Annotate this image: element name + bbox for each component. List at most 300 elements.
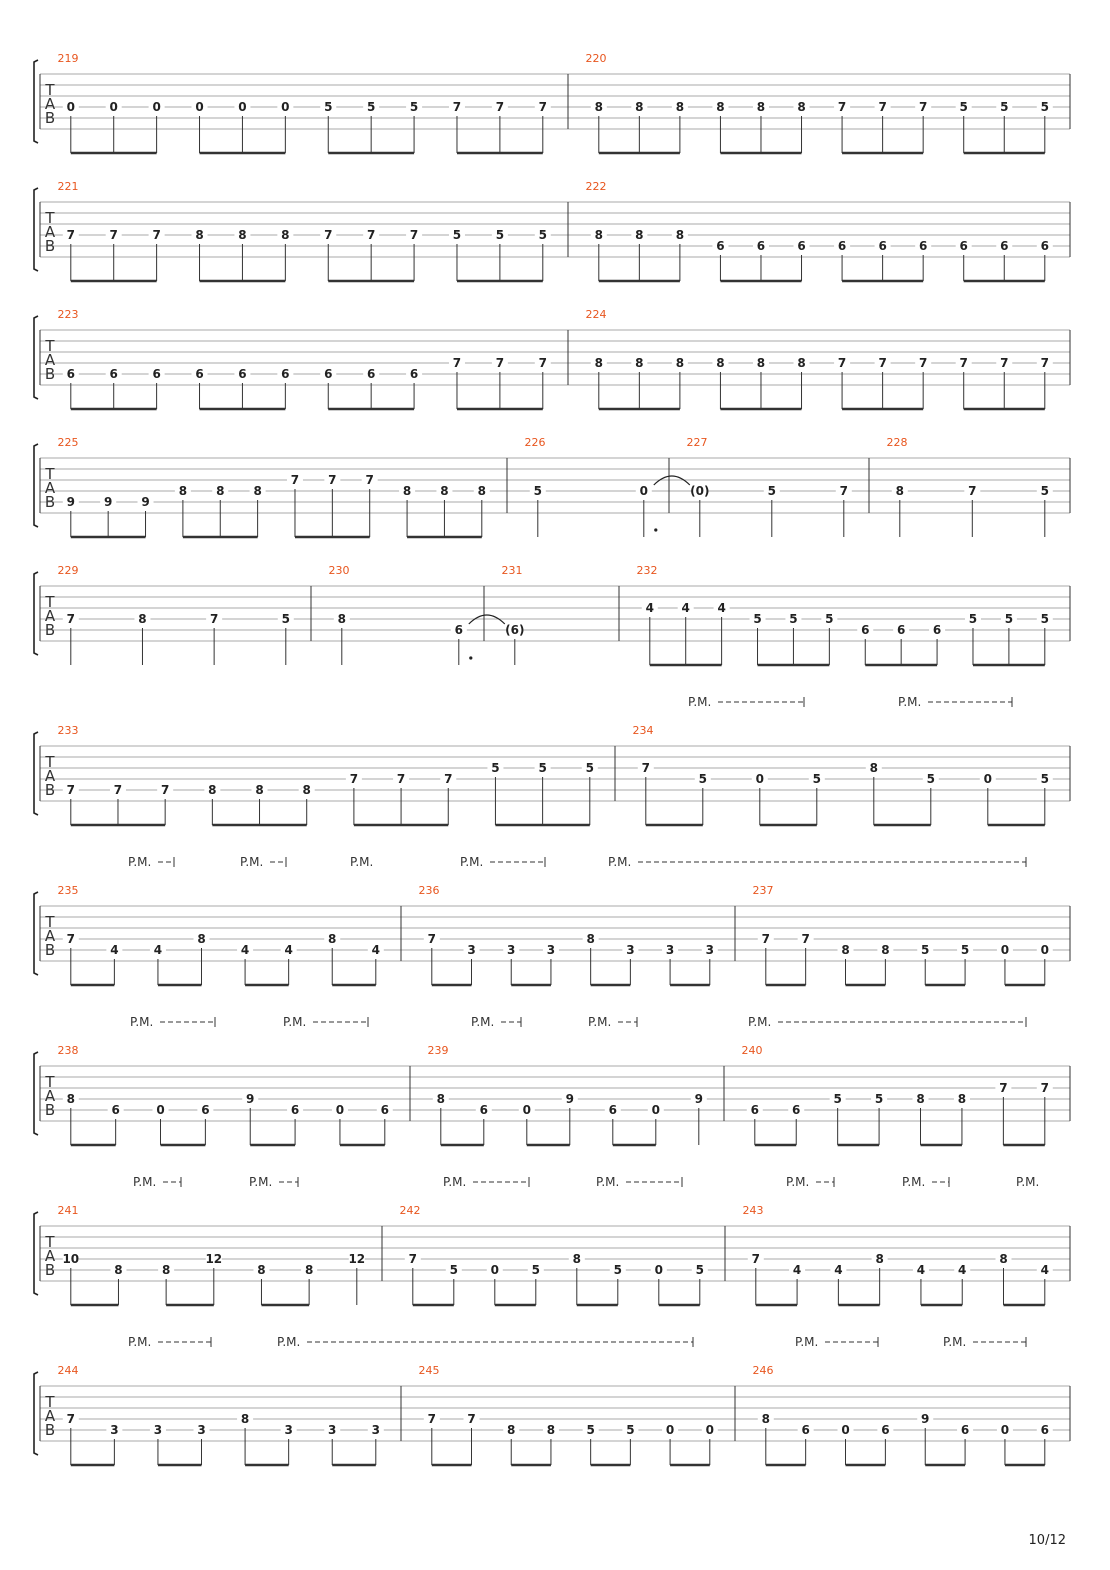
fret-number: 5 bbox=[789, 612, 798, 626]
fret-number: 8 bbox=[594, 356, 603, 370]
fret-number: 7 bbox=[427, 1412, 436, 1426]
fret-number: 0 bbox=[654, 1263, 663, 1277]
fret-number: 3 bbox=[284, 1423, 293, 1437]
tab-clef-letter: A bbox=[44, 1247, 56, 1265]
fret-number: 7 bbox=[66, 932, 75, 946]
fret-number: 6 bbox=[878, 239, 887, 253]
tab-clef-letter: A bbox=[44, 607, 56, 625]
measure-number: 244 bbox=[57, 1364, 79, 1377]
tab-clef-letter: T bbox=[45, 209, 55, 227]
system-bracket bbox=[34, 892, 38, 975]
fret-number: 4 bbox=[1040, 1263, 1049, 1277]
measure-number: 242 bbox=[399, 1204, 421, 1217]
fret-number: 4 bbox=[717, 601, 726, 615]
fret-number: 6 bbox=[1040, 239, 1049, 253]
tab-clef-letter: B bbox=[44, 1421, 56, 1439]
fret-number: 7 bbox=[959, 356, 968, 370]
fret-number: 7 bbox=[839, 484, 848, 498]
fret-number: 5 bbox=[960, 943, 970, 957]
fret-number: 7 bbox=[1040, 1081, 1049, 1095]
fret-number: 7 bbox=[328, 473, 337, 487]
fret-number: 5 bbox=[585, 761, 594, 775]
fret-number: 7 bbox=[452, 100, 462, 114]
palm-mute-label: P.M. bbox=[943, 1335, 967, 1349]
fret-number: 5 bbox=[968, 612, 978, 626]
fret-number: 5 bbox=[1040, 100, 1049, 114]
fret-number: 4 bbox=[371, 943, 380, 957]
fret-number: 8 bbox=[635, 100, 644, 114]
fret-number: 9 bbox=[141, 495, 150, 509]
fret-number: 0 bbox=[152, 100, 161, 114]
fret-number: 8 bbox=[328, 932, 337, 946]
rhythm-dot bbox=[654, 528, 657, 531]
fret-number: 9 bbox=[66, 495, 75, 509]
fret-number: 12 bbox=[348, 1252, 366, 1266]
fret-number: 7 bbox=[641, 761, 650, 775]
fret-number: 6 bbox=[109, 367, 118, 381]
fret-number: 8 bbox=[255, 783, 264, 797]
fret-number: 6 bbox=[238, 367, 247, 381]
fret-number: 8 bbox=[337, 612, 346, 626]
palm-mute-label: P.M. bbox=[128, 1335, 152, 1349]
fret-number: 4 bbox=[916, 1263, 926, 1277]
palm-mute-label: P.M. bbox=[608, 855, 632, 869]
fret-number: 4 bbox=[240, 943, 250, 957]
fret-number: 7 bbox=[751, 1252, 760, 1266]
measure-number: 241 bbox=[57, 1204, 79, 1217]
system-bracket bbox=[34, 1212, 38, 1295]
fret-number: 7 bbox=[66, 1412, 75, 1426]
fret-number: 4 bbox=[645, 601, 654, 615]
tab-clef-letter: B bbox=[44, 621, 56, 639]
fret-number: 4 bbox=[792, 1263, 802, 1277]
fret-number: 5 bbox=[613, 1263, 622, 1277]
palm-mute-label: P.M. bbox=[240, 855, 264, 869]
measure-number: 240 bbox=[741, 1044, 763, 1057]
fret-number: 6 bbox=[801, 1423, 810, 1437]
tab-clef-letter: A bbox=[44, 767, 56, 785]
system-bracket bbox=[34, 316, 38, 399]
fret-number: 5 bbox=[1040, 612, 1049, 626]
fret-number: 7 bbox=[452, 356, 462, 370]
fret-number: 8 bbox=[402, 484, 412, 498]
fret-number: 8 bbox=[957, 1092, 967, 1106]
fret-number: 0 bbox=[490, 1263, 499, 1277]
fret-number: 0 bbox=[1000, 943, 1010, 957]
fret-number: 5 bbox=[959, 100, 968, 114]
fret-number: 0 bbox=[335, 1103, 345, 1117]
fret-number: 7 bbox=[444, 772, 453, 786]
fret-number: 6 bbox=[608, 1103, 617, 1117]
fret-number: 8 bbox=[841, 943, 850, 957]
fret-number: 7 bbox=[409, 228, 419, 242]
tab-clef-letter: T bbox=[45, 337, 55, 355]
measure-number: 227 bbox=[686, 436, 708, 449]
fret-number: 0 bbox=[522, 1103, 531, 1117]
fret-number: 8 bbox=[302, 783, 311, 797]
fret-number: 5 bbox=[695, 1263, 704, 1277]
fret-number: 3 bbox=[197, 1423, 206, 1437]
fret-number: 8 bbox=[138, 612, 147, 626]
fret-number: 0 bbox=[755, 772, 764, 786]
fret-number: 5 bbox=[767, 484, 776, 498]
fret-number: 6 bbox=[111, 1103, 120, 1117]
fret-number: 5 bbox=[491, 761, 500, 775]
fret-number: 5 bbox=[1040, 484, 1049, 498]
fret-number: 8 bbox=[572, 1252, 581, 1266]
tab-clef-letter: B bbox=[44, 237, 56, 255]
palm-mute-label: P.M. bbox=[133, 1175, 157, 1189]
tab-clef-letter: T bbox=[45, 753, 55, 771]
fret-number: 8 bbox=[507, 1423, 516, 1437]
fret-number: 6 bbox=[152, 367, 161, 381]
fret-number: 7 bbox=[366, 228, 376, 242]
fret-number: 3 bbox=[153, 1423, 163, 1437]
fret-number: 7 bbox=[467, 1412, 476, 1426]
fret-number: 7 bbox=[66, 612, 75, 626]
fret-number: 12 bbox=[205, 1252, 223, 1266]
fret-number: 6 bbox=[896, 623, 906, 637]
fret-number: 8 bbox=[257, 1263, 266, 1277]
fret-number: 8 bbox=[761, 1412, 770, 1426]
fret-number: 6 bbox=[756, 239, 766, 253]
fret-number: 7 bbox=[918, 356, 928, 370]
measure-number: 225 bbox=[57, 436, 79, 449]
fret-number: 5 bbox=[812, 772, 821, 786]
fret-number: 8 bbox=[114, 1263, 123, 1277]
palm-mute-label: P.M. bbox=[688, 695, 712, 709]
measure-number: 236 bbox=[418, 884, 440, 897]
fret-number: 8 bbox=[756, 356, 766, 370]
palm-mute-label: P.M. bbox=[786, 1175, 810, 1189]
tab-clef-letter: T bbox=[45, 1233, 55, 1251]
measure-number: 221 bbox=[57, 180, 79, 193]
fret-number: 7 bbox=[349, 772, 359, 786]
fret-number: 6 bbox=[918, 239, 928, 253]
fret-number: 3 bbox=[507, 943, 516, 957]
fret-number: 8 bbox=[253, 484, 262, 498]
measure-number: 232 bbox=[636, 564, 658, 577]
fret-number: 6 bbox=[716, 239, 725, 253]
fret-number: 8 bbox=[675, 356, 685, 370]
tab-clef-letter: A bbox=[44, 351, 56, 369]
measure-number: 234 bbox=[632, 724, 654, 737]
fret-number: 7 bbox=[837, 100, 847, 114]
fret-number: 8 bbox=[304, 1263, 314, 1277]
fret-number: 0 bbox=[238, 100, 247, 114]
fret-number: 5 bbox=[281, 612, 290, 626]
fret-number: 6 bbox=[454, 623, 463, 637]
tab-clef-letter: B bbox=[44, 109, 56, 127]
fret-number: 9 bbox=[103, 495, 113, 509]
fret-number: 7 bbox=[66, 783, 75, 797]
fret-number: 4 bbox=[284, 943, 293, 957]
fret-number: 8 bbox=[436, 1092, 445, 1106]
measure-number: 229 bbox=[57, 564, 79, 577]
measure-number: 220 bbox=[585, 52, 607, 65]
palm-mute-label: P.M. bbox=[748, 1015, 772, 1029]
fret-number: 8 bbox=[216, 484, 225, 498]
fret-number: 3 bbox=[705, 943, 714, 957]
system-bracket bbox=[34, 732, 38, 815]
fret-number: 3 bbox=[546, 943, 556, 957]
fret-number: 7 bbox=[538, 356, 547, 370]
fret-number: 6 bbox=[66, 367, 75, 381]
fret-number: 8 bbox=[208, 783, 217, 797]
palm-mute-label: P.M. bbox=[460, 855, 484, 869]
tab-clef-letter: B bbox=[44, 365, 56, 383]
fret-number: 6 bbox=[792, 1103, 801, 1117]
tab-clef-letter: A bbox=[44, 479, 56, 497]
palm-mute-label: P.M. bbox=[795, 1335, 819, 1349]
fret-number: 6 bbox=[479, 1103, 488, 1117]
tab-clef-letter: T bbox=[45, 1073, 55, 1091]
system-bracket bbox=[34, 572, 38, 655]
system-bracket bbox=[34, 444, 38, 527]
fret-number: 7 bbox=[918, 100, 928, 114]
fret-number: 8 bbox=[916, 1092, 925, 1106]
fret-number: 7 bbox=[495, 356, 505, 370]
tab-clef-letter: A bbox=[44, 223, 56, 241]
fret-number: 6 bbox=[290, 1103, 300, 1117]
fret-number: 5 bbox=[626, 1423, 635, 1437]
system-bracket bbox=[34, 1372, 38, 1455]
fret-number: 0 bbox=[1040, 943, 1049, 957]
fret-number: 7 bbox=[761, 932, 770, 946]
fret-number: 6 bbox=[932, 623, 942, 637]
fret-number: 7 bbox=[365, 473, 374, 487]
palm-mute-label: P.M. bbox=[902, 1175, 926, 1189]
palm-mute-label: P.M. bbox=[1016, 1175, 1040, 1189]
fret-number: 4 bbox=[834, 1263, 843, 1277]
measure-number: 228 bbox=[886, 436, 908, 449]
fret-number: 6 bbox=[324, 367, 333, 381]
fret-number: 5 bbox=[531, 1263, 540, 1277]
fret-number: 5 bbox=[366, 100, 376, 114]
fret-number: 6 bbox=[837, 239, 847, 253]
palm-mute-label: P.M. bbox=[283, 1015, 307, 1029]
palm-mute-label: P.M. bbox=[588, 1015, 612, 1029]
palm-mute-label: P.M. bbox=[130, 1015, 154, 1029]
fret-number: 8 bbox=[440, 484, 449, 498]
fret-number: 8 bbox=[635, 228, 644, 242]
measure-number: 237 bbox=[752, 884, 774, 897]
measure-number: 243 bbox=[742, 1204, 764, 1217]
fret-number: 3 bbox=[626, 943, 635, 957]
fret-number: 7 bbox=[878, 356, 887, 370]
fret-number: (6) bbox=[505, 623, 525, 637]
fret-number: 4 bbox=[110, 943, 119, 957]
fret-number: 6 bbox=[201, 1103, 210, 1117]
fret-number: 6 bbox=[195, 367, 204, 381]
fret-number: 8 bbox=[594, 228, 603, 242]
tab-clef-letter: A bbox=[44, 927, 56, 945]
fret-number: 8 bbox=[178, 484, 188, 498]
fret-number: 6 bbox=[366, 367, 376, 381]
fret-number: 3 bbox=[328, 1423, 337, 1437]
tab-clef-letter: T bbox=[45, 465, 55, 483]
fret-number: 8 bbox=[197, 932, 206, 946]
fret-number: 6 bbox=[861, 623, 870, 637]
fret-number: 5 bbox=[538, 228, 547, 242]
fret-number: 7 bbox=[495, 100, 505, 114]
fret-number: 6 bbox=[959, 239, 968, 253]
fret-number: 6 bbox=[1000, 239, 1009, 253]
fret-number: 8 bbox=[675, 100, 685, 114]
fret-number: 8 bbox=[66, 1092, 75, 1106]
fret-number: (0) bbox=[690, 484, 710, 498]
fret-number: 8 bbox=[797, 356, 806, 370]
rhythm-dot bbox=[469, 656, 472, 659]
fret-number: 7 bbox=[152, 228, 161, 242]
measure-number: 245 bbox=[418, 1364, 440, 1377]
fret-number: 7 bbox=[396, 772, 406, 786]
measure-number: 226 bbox=[524, 436, 546, 449]
measure-number: 222 bbox=[585, 180, 607, 193]
fret-number: 5 bbox=[1040, 772, 1049, 786]
fret-number: 5 bbox=[1004, 612, 1014, 626]
fret-number: 3 bbox=[467, 943, 476, 957]
fret-number: 5 bbox=[926, 772, 935, 786]
fret-number: 3 bbox=[665, 943, 675, 957]
fret-number: 0 bbox=[281, 100, 290, 114]
palm-mute-label: P.M. bbox=[128, 855, 152, 869]
tab-clef-letter: B bbox=[44, 493, 56, 511]
fret-number: 7 bbox=[324, 228, 333, 242]
fret-number: 7 bbox=[408, 1252, 417, 1266]
fret-number: 5 bbox=[449, 1263, 458, 1277]
fret-number: 5 bbox=[586, 1423, 595, 1437]
measure-number: 230 bbox=[328, 564, 350, 577]
fret-number: 0 bbox=[109, 100, 118, 114]
fret-number: 9 bbox=[694, 1092, 703, 1106]
fret-number: 8 bbox=[635, 356, 644, 370]
tab-clef-letter: T bbox=[45, 81, 55, 99]
palm-mute-label: P.M. bbox=[249, 1175, 273, 1189]
palm-mute-label: P.M. bbox=[277, 1335, 301, 1349]
measure-number: 219 bbox=[57, 52, 79, 65]
fret-number: 6 bbox=[960, 1423, 970, 1437]
fret-number: 0 bbox=[156, 1103, 165, 1117]
page-number: 10/12 bbox=[1028, 1533, 1066, 1548]
fret-number: 7 bbox=[109, 228, 118, 242]
fret-number: 8 bbox=[797, 100, 806, 114]
system-bracket bbox=[34, 188, 38, 271]
fret-number: 7 bbox=[66, 228, 75, 242]
fret-number: 6 bbox=[380, 1103, 389, 1117]
fret-number: 0 bbox=[1000, 1423, 1010, 1437]
tab-clef-letter: A bbox=[44, 1087, 56, 1105]
system-bracket bbox=[34, 1052, 38, 1135]
fret-number: 7 bbox=[1000, 356, 1009, 370]
fret-number: 8 bbox=[869, 761, 878, 775]
fret-number: 8 bbox=[716, 100, 725, 114]
fret-number: 5 bbox=[452, 228, 462, 242]
fret-number: 5 bbox=[698, 772, 707, 786]
fret-number: 7 bbox=[801, 932, 810, 946]
fret-number: 7 bbox=[427, 932, 436, 946]
palm-mute-label: P.M. bbox=[350, 855, 374, 869]
fret-number: 7 bbox=[209, 612, 219, 626]
tab-clef-letter: B bbox=[44, 1261, 56, 1279]
fret-number: 0 bbox=[651, 1103, 660, 1117]
fret-number: 8 bbox=[281, 228, 290, 242]
fret-number: 7 bbox=[837, 356, 847, 370]
fret-number: 5 bbox=[324, 100, 333, 114]
fret-number: 5 bbox=[833, 1092, 842, 1106]
palm-mute-label: P.M. bbox=[471, 1015, 495, 1029]
fret-number: 8 bbox=[895, 484, 904, 498]
tab-clef-letter: A bbox=[44, 95, 56, 113]
system-bracket bbox=[34, 60, 38, 143]
tab-clef-letter: T bbox=[45, 1393, 55, 1411]
fret-number: 6 bbox=[750, 1103, 759, 1117]
fret-number: 8 bbox=[875, 1252, 884, 1266]
fret-number: 8 bbox=[240, 1412, 250, 1426]
fret-number: 7 bbox=[290, 473, 300, 487]
fret-number: 7 bbox=[878, 100, 887, 114]
fret-number: 0 bbox=[841, 1423, 850, 1437]
measure-number: 246 bbox=[752, 1364, 774, 1377]
fret-number: 0 bbox=[665, 1423, 675, 1437]
fret-number: 4 bbox=[153, 943, 163, 957]
fret-number: 8 bbox=[161, 1263, 171, 1277]
fret-number: 7 bbox=[113, 783, 123, 797]
fret-number: 7 bbox=[160, 783, 170, 797]
fret-number: 10 bbox=[62, 1252, 80, 1266]
fret-number: 6 bbox=[281, 367, 290, 381]
fret-number: 8 bbox=[999, 1252, 1008, 1266]
fret-number: 0 bbox=[195, 100, 204, 114]
fret-number: 8 bbox=[756, 100, 766, 114]
fret-number: 3 bbox=[110, 1423, 119, 1437]
fret-number: 4 bbox=[958, 1263, 967, 1277]
fret-number: 9 bbox=[565, 1092, 574, 1106]
fret-number: 8 bbox=[881, 943, 890, 957]
fret-number: 5 bbox=[495, 228, 505, 242]
palm-mute-label: P.M. bbox=[443, 1175, 467, 1189]
fret-number: 8 bbox=[586, 932, 595, 946]
measure-number: 233 bbox=[57, 724, 79, 737]
fret-number: 0 bbox=[705, 1423, 714, 1437]
tab-clef-letter: B bbox=[44, 941, 56, 959]
palm-mute-label: P.M. bbox=[596, 1175, 620, 1189]
fret-number: 5 bbox=[409, 100, 419, 114]
tab-clef-letter: B bbox=[44, 1101, 56, 1119]
measure-number: 239 bbox=[427, 1044, 449, 1057]
measure-number: 238 bbox=[57, 1044, 79, 1057]
fret-number: 8 bbox=[546, 1423, 556, 1437]
fret-number: 8 bbox=[594, 100, 603, 114]
fret-number: 8 bbox=[238, 228, 247, 242]
fret-number: 6 bbox=[409, 367, 419, 381]
fret-number: 5 bbox=[874, 1092, 884, 1106]
tab-clef-letter: T bbox=[45, 913, 55, 931]
fret-number: 9 bbox=[921, 1412, 930, 1426]
fret-number: 8 bbox=[675, 228, 685, 242]
tab-clef-letter: A bbox=[44, 1407, 56, 1425]
fret-number: 7 bbox=[968, 484, 977, 498]
fret-number: 0 bbox=[983, 772, 992, 786]
fret-number: 6 bbox=[797, 239, 806, 253]
fret-number: 8 bbox=[477, 484, 486, 498]
fret-number: 0 bbox=[66, 100, 75, 114]
palm-mute-label: P.M. bbox=[898, 695, 922, 709]
fret-number: 8 bbox=[716, 356, 725, 370]
fret-number: 7 bbox=[999, 1081, 1008, 1095]
fret-number: 5 bbox=[533, 484, 542, 498]
fret-number: 6 bbox=[1040, 1423, 1049, 1437]
